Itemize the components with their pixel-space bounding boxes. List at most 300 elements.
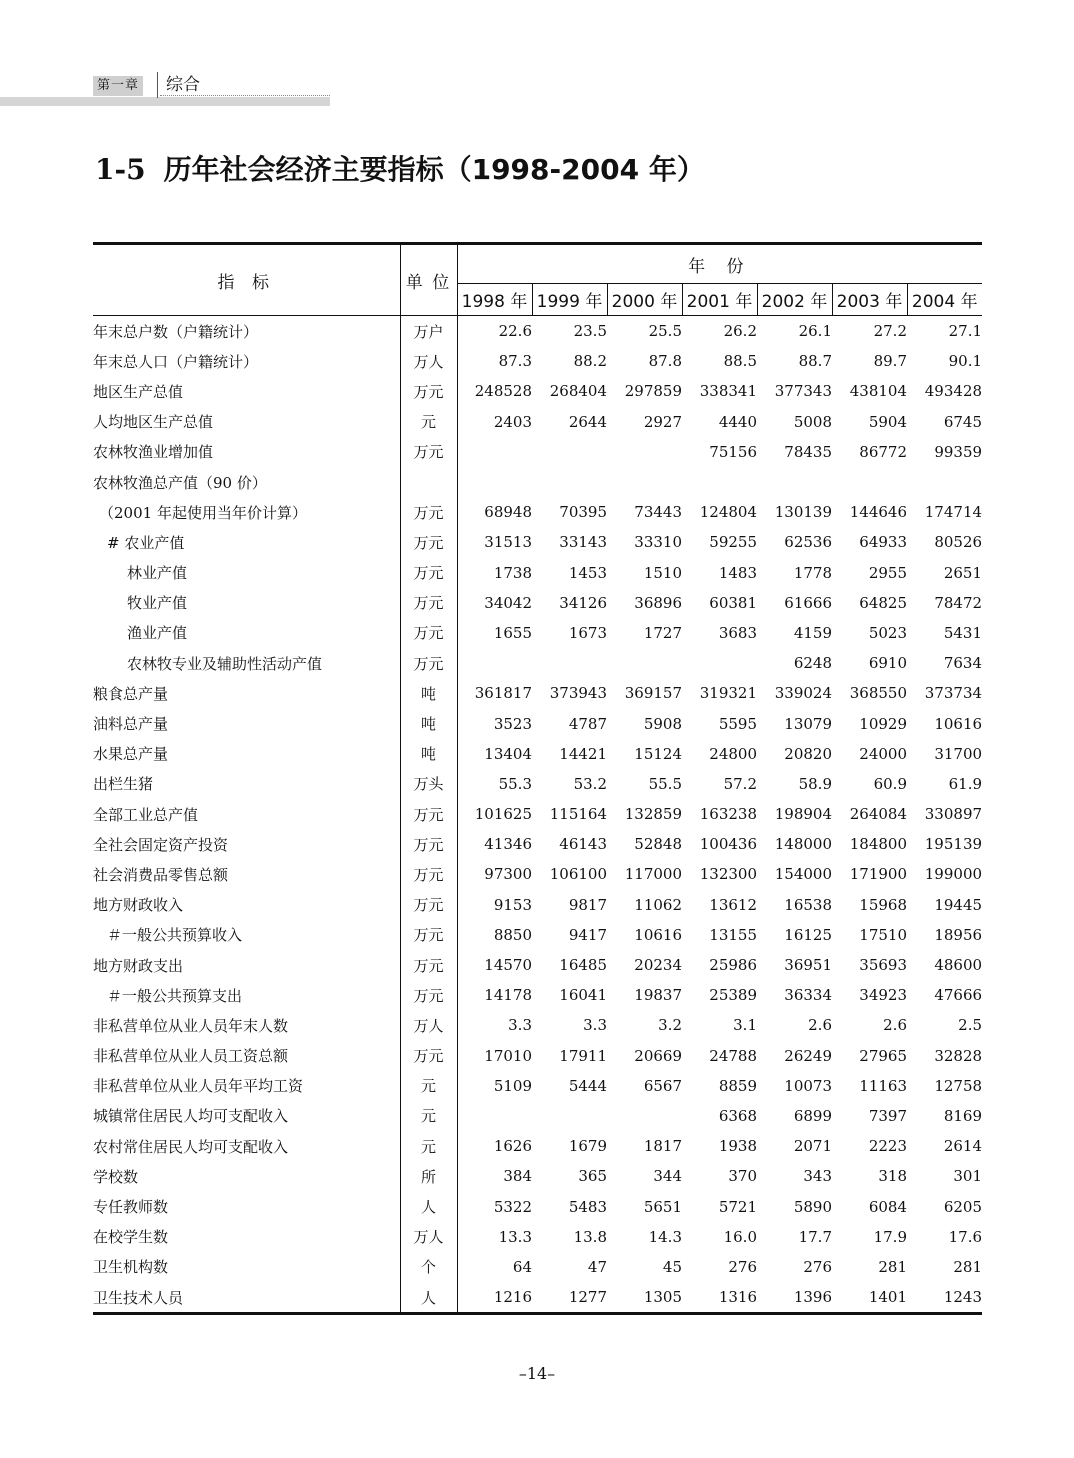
value-cell: 1626 bbox=[493, 1137, 532, 1156]
value-cell: 3683 bbox=[718, 623, 757, 642]
table-row bbox=[93, 558, 982, 588]
indicator-unit: 万元 bbox=[400, 437, 457, 467]
value-cell: 19445 bbox=[934, 895, 983, 914]
value-cell: 55.3 bbox=[498, 774, 532, 793]
indicator-unit: 万元 bbox=[400, 980, 457, 1010]
value-cell: 97300 bbox=[484, 865, 532, 884]
value-cell: 198904 bbox=[774, 805, 832, 824]
table-row bbox=[93, 950, 982, 980]
value-cell: 73443 bbox=[634, 503, 682, 522]
value-cell bbox=[532, 648, 607, 678]
value-cell: 34126 bbox=[559, 593, 607, 612]
value-cell: 154000 bbox=[774, 865, 832, 884]
value-cell: 3.2 bbox=[658, 1016, 682, 1035]
indicator-name: 渔业产值 bbox=[93, 618, 400, 648]
table-row bbox=[93, 376, 982, 406]
value-cell: 2644 bbox=[568, 412, 607, 431]
value-cell: 6745 bbox=[943, 412, 983, 431]
table-row bbox=[93, 437, 982, 467]
value-cell bbox=[532, 437, 607, 467]
indicator-name: 年末总户数（户籍统计） bbox=[93, 316, 400, 347]
table-row bbox=[93, 678, 982, 708]
value-cell: 4159 bbox=[793, 623, 832, 642]
table-row bbox=[93, 829, 982, 859]
indicator-unit: 人 bbox=[400, 1282, 457, 1314]
value-cell: 10616 bbox=[634, 925, 682, 944]
indicator-unit: 个 bbox=[400, 1252, 457, 1282]
value-cell: 78435 bbox=[784, 442, 832, 461]
indicator-name: 卫生机构数 bbox=[93, 1252, 400, 1282]
value-cell: 36951 bbox=[784, 956, 832, 975]
value-cell: 5908 bbox=[643, 714, 682, 733]
value-cell: 25986 bbox=[709, 956, 757, 975]
indicator-unit: 万元 bbox=[400, 588, 457, 618]
value-cell: 9153 bbox=[493, 895, 532, 914]
indicator-unit: 万头 bbox=[400, 769, 457, 799]
value-cell: 5904 bbox=[868, 412, 907, 431]
value-cell: 268404 bbox=[549, 382, 607, 401]
value-cell: 26.2 bbox=[723, 322, 757, 341]
value-cell: 5651 bbox=[643, 1197, 682, 1216]
value-cell: 5109 bbox=[493, 1076, 532, 1095]
value-cell: 27.1 bbox=[948, 322, 983, 341]
indicator-name: 年末总人口（户籍统计） bbox=[93, 346, 400, 376]
value-cell: 2071 bbox=[793, 1137, 832, 1156]
value-cell: 59255 bbox=[709, 533, 757, 552]
value-cell: 14570 bbox=[484, 956, 532, 975]
value-cell bbox=[607, 648, 682, 678]
header-indicator: 指 标 bbox=[93, 244, 400, 316]
value-cell: 24000 bbox=[859, 744, 907, 763]
value-cell: 115164 bbox=[549, 805, 607, 824]
value-cell: 47666 bbox=[934, 986, 983, 1005]
value-cell: 8859 bbox=[718, 1076, 757, 1095]
value-cell: 26.1 bbox=[798, 322, 832, 341]
value-cell: 99359 bbox=[934, 442, 983, 461]
header-year: 2002 年 bbox=[757, 284, 832, 316]
indicator-name: 学校数 bbox=[93, 1161, 400, 1191]
table-row bbox=[93, 497, 982, 527]
value-cell: 64 bbox=[512, 1257, 532, 1276]
value-cell: 318 bbox=[878, 1167, 907, 1186]
value-cell: 58.9 bbox=[798, 774, 832, 793]
value-cell: 132300 bbox=[699, 865, 757, 884]
value-cell: 6368 bbox=[718, 1106, 757, 1125]
indicator-name: 卫生技术人员 bbox=[93, 1282, 400, 1314]
chapter-badge: 第一章 bbox=[93, 76, 143, 96]
value-cell: 12758 bbox=[934, 1076, 983, 1095]
value-cell: 338341 bbox=[699, 382, 757, 401]
indicator-unit: 万人 bbox=[400, 346, 457, 376]
value-cell: 1679 bbox=[568, 1137, 607, 1156]
value-cell: 297859 bbox=[624, 382, 682, 401]
indicator-unit: 所 bbox=[400, 1161, 457, 1191]
indicator-name: 农林牧渔总产值（90 价） bbox=[93, 467, 400, 497]
table-row bbox=[93, 1191, 982, 1221]
value-cell: 17510 bbox=[859, 925, 907, 944]
table-row bbox=[93, 346, 982, 376]
value-cell: 13612 bbox=[709, 895, 757, 914]
indicator-name: 非私营单位从业人员工资总额 bbox=[93, 1041, 400, 1071]
value-cell bbox=[532, 467, 607, 497]
header-unit: 单 位 bbox=[400, 244, 457, 316]
value-cell: 17.9 bbox=[873, 1227, 907, 1246]
indicator-name: 人均地区生产总值 bbox=[93, 407, 400, 437]
value-cell: 373943 bbox=[549, 684, 607, 703]
value-cell: 36334 bbox=[784, 986, 832, 1005]
value-cell: 1216 bbox=[493, 1288, 532, 1307]
indicator-unit: 万元 bbox=[400, 950, 457, 980]
value-cell: 5595 bbox=[718, 714, 757, 733]
value-cell: 368550 bbox=[849, 684, 907, 703]
value-cell: 55.5 bbox=[648, 774, 682, 793]
indicator-unit: 万元 bbox=[400, 920, 457, 950]
value-cell: 64825 bbox=[859, 593, 907, 612]
table-row bbox=[93, 1071, 982, 1101]
value-cell: 13.8 bbox=[573, 1227, 607, 1246]
indicator-unit: 万户 bbox=[400, 316, 457, 347]
indicator-unit: 元 bbox=[400, 1101, 457, 1131]
value-cell: 5483 bbox=[568, 1197, 607, 1216]
value-cell bbox=[457, 467, 532, 497]
value-cell bbox=[457, 648, 532, 678]
table-row bbox=[93, 890, 982, 920]
value-cell: 57.2 bbox=[723, 774, 757, 793]
value-cell: 61666 bbox=[784, 593, 832, 612]
value-cell: 31513 bbox=[484, 533, 532, 552]
indicator-name: （2001 年起使用当年价计算） bbox=[93, 497, 400, 527]
value-cell: 1453 bbox=[568, 563, 607, 582]
value-cell: 6567 bbox=[643, 1076, 682, 1095]
value-cell: 276 bbox=[728, 1257, 757, 1276]
value-cell: 184800 bbox=[849, 835, 907, 854]
indicator-name: 农林牧专业及辅助性活动产值 bbox=[93, 648, 400, 678]
chapter-title: 综合 bbox=[166, 75, 200, 95]
indicator-unit: 人 bbox=[400, 1191, 457, 1221]
value-cell: 18956 bbox=[934, 925, 983, 944]
indicator-unit: 万元 bbox=[400, 558, 457, 588]
value-cell: 377343 bbox=[774, 382, 832, 401]
indicator-name: 油料总产量 bbox=[93, 708, 400, 738]
value-cell: 19837 bbox=[634, 986, 682, 1005]
value-cell: 64933 bbox=[859, 533, 907, 552]
value-cell: 3523 bbox=[493, 714, 532, 733]
indicator-unit: 万元 bbox=[400, 648, 457, 678]
value-cell: 148000 bbox=[774, 835, 832, 854]
table-row bbox=[93, 769, 982, 799]
table-row bbox=[93, 739, 982, 769]
value-cell: 6084 bbox=[868, 1197, 907, 1216]
value-cell: 1655 bbox=[493, 623, 532, 642]
indicator-name: 出栏生猪 bbox=[93, 769, 400, 799]
indicator-name: # 农业产值 bbox=[93, 527, 400, 557]
value-cell: 1396 bbox=[793, 1288, 832, 1307]
value-cell: 6910 bbox=[868, 654, 907, 673]
indicator-name: 城镇常住居民人均可支配收入 bbox=[93, 1101, 400, 1131]
table-row bbox=[93, 1161, 982, 1191]
value-cell: 344 bbox=[653, 1167, 682, 1186]
header-year: 2000 年 bbox=[607, 284, 682, 316]
value-cell bbox=[907, 467, 982, 497]
table-row bbox=[93, 1282, 982, 1314]
indicator-unit: 万元 bbox=[400, 376, 457, 406]
value-cell bbox=[457, 437, 532, 467]
value-cell: 80526 bbox=[934, 533, 983, 552]
value-cell: 2403 bbox=[493, 412, 532, 431]
value-cell: 5023 bbox=[868, 623, 907, 642]
value-cell: 373734 bbox=[924, 684, 983, 703]
value-cell: 11062 bbox=[634, 895, 682, 914]
value-cell: 6205 bbox=[943, 1197, 983, 1216]
indicator-name: 专任教师数 bbox=[93, 1191, 400, 1221]
value-cell: 1277 bbox=[568, 1288, 607, 1307]
value-cell bbox=[457, 1101, 532, 1131]
value-cell: 87.8 bbox=[648, 352, 682, 371]
value-cell: 10929 bbox=[859, 714, 907, 733]
value-cell: 62536 bbox=[784, 533, 832, 552]
table-row bbox=[93, 527, 982, 557]
value-cell: 1305 bbox=[643, 1288, 682, 1307]
value-cell: 171900 bbox=[849, 865, 907, 884]
value-cell: 17.6 bbox=[948, 1227, 983, 1246]
value-cell: 75156 bbox=[709, 442, 757, 461]
value-cell: 87.3 bbox=[498, 352, 532, 371]
table-row bbox=[93, 1252, 982, 1282]
value-cell: 493428 bbox=[924, 382, 983, 401]
indicator-table bbox=[93, 242, 982, 1315]
value-cell: 6899 bbox=[793, 1106, 832, 1125]
value-cell: 17010 bbox=[484, 1046, 532, 1065]
table-row bbox=[93, 1222, 982, 1252]
value-cell: 34923 bbox=[859, 986, 907, 1005]
value-cell: 86772 bbox=[859, 442, 907, 461]
indicator-name: 农林牧渔业增加值 bbox=[93, 437, 400, 467]
value-cell: 34042 bbox=[484, 593, 532, 612]
value-cell: 2.6 bbox=[808, 1016, 832, 1035]
table-row bbox=[93, 407, 982, 437]
value-cell: 70395 bbox=[559, 503, 607, 522]
value-cell: 5322 bbox=[493, 1197, 532, 1216]
value-cell: 27965 bbox=[859, 1046, 907, 1065]
value-cell: 1316 bbox=[718, 1288, 757, 1307]
indicator-unit: 吨 bbox=[400, 739, 457, 769]
value-cell: 1938 bbox=[718, 1137, 757, 1156]
value-cell: 20820 bbox=[784, 744, 832, 763]
indicator-name: ＃一般公共预算支出 bbox=[93, 980, 400, 1010]
value-cell: 1673 bbox=[568, 623, 607, 642]
value-cell: 35693 bbox=[859, 956, 907, 975]
value-cell: 10073 bbox=[784, 1076, 832, 1095]
value-cell: 14421 bbox=[559, 744, 607, 763]
value-cell: 46143 bbox=[559, 835, 607, 854]
value-cell: 8850 bbox=[493, 925, 532, 944]
value-cell: 9417 bbox=[568, 925, 607, 944]
value-cell: 281 bbox=[953, 1257, 983, 1276]
value-cell: 117000 bbox=[624, 865, 682, 884]
value-cell: 27.2 bbox=[873, 322, 907, 341]
value-cell: 14178 bbox=[484, 986, 532, 1005]
value-cell: 276 bbox=[803, 1257, 832, 1276]
value-cell: 31700 bbox=[934, 744, 983, 763]
table-title: 历年社会经济主要指标（1998-2004 年） bbox=[163, 153, 705, 186]
value-cell: 32828 bbox=[934, 1046, 983, 1065]
table-row bbox=[93, 920, 982, 950]
value-cell: 5444 bbox=[568, 1076, 607, 1095]
table-row bbox=[93, 1131, 982, 1161]
header-year-group: 年 份 bbox=[457, 244, 982, 284]
header-band bbox=[0, 97, 330, 106]
chapter-separator bbox=[157, 72, 158, 98]
value-cell: 2.5 bbox=[958, 1016, 983, 1035]
value-cell: 16041 bbox=[559, 986, 607, 1005]
indicator-unit: 万人 bbox=[400, 1010, 457, 1040]
value-cell: 5431 bbox=[943, 623, 983, 642]
value-cell: 144646 bbox=[849, 503, 907, 522]
indicator-unit: 元 bbox=[400, 1071, 457, 1101]
value-cell: 52848 bbox=[634, 835, 682, 854]
value-cell: 2955 bbox=[868, 563, 907, 582]
indicator-name: 地区生产总值 bbox=[93, 376, 400, 406]
page-title bbox=[95, 148, 705, 192]
value-cell: 343 bbox=[803, 1167, 832, 1186]
value-cell bbox=[757, 467, 832, 497]
indicator-name: 农村常住居民人均可支配收入 bbox=[93, 1131, 400, 1161]
value-cell: 319321 bbox=[699, 684, 757, 703]
value-cell: 1483 bbox=[718, 563, 757, 582]
value-cell: 384 bbox=[503, 1167, 532, 1186]
value-cell: 301 bbox=[953, 1167, 983, 1186]
value-cell: 25.5 bbox=[648, 322, 682, 341]
header-year: 2004 年 bbox=[907, 284, 982, 316]
value-cell: 13079 bbox=[784, 714, 832, 733]
value-cell: 365 bbox=[578, 1167, 607, 1186]
indicator-unit: 万元 bbox=[400, 829, 457, 859]
value-cell: 264084 bbox=[849, 805, 907, 824]
value-cell: 361817 bbox=[474, 684, 532, 703]
value-cell: 130139 bbox=[774, 503, 832, 522]
value-cell: 89.7 bbox=[873, 352, 907, 371]
table-row bbox=[93, 1101, 982, 1131]
value-cell: 60381 bbox=[709, 593, 757, 612]
value-cell: 3.3 bbox=[583, 1016, 607, 1035]
table-row bbox=[93, 980, 982, 1010]
value-cell: 106100 bbox=[549, 865, 607, 884]
table-row bbox=[93, 799, 982, 829]
value-cell bbox=[832, 467, 907, 497]
value-cell bbox=[532, 1101, 607, 1131]
value-cell: 15124 bbox=[634, 744, 682, 763]
value-cell: 163238 bbox=[699, 805, 757, 824]
value-cell: 101625 bbox=[474, 805, 532, 824]
value-cell: 100436 bbox=[699, 835, 757, 854]
value-cell: 22.6 bbox=[498, 322, 532, 341]
indicator-name: 全社会固定资产投资 bbox=[93, 829, 400, 859]
value-cell: 339024 bbox=[774, 684, 832, 703]
value-cell bbox=[682, 467, 757, 497]
indicator-unit: 万人 bbox=[400, 1222, 457, 1252]
indicator-unit: 万元 bbox=[400, 1041, 457, 1071]
value-cell: 88.2 bbox=[573, 352, 607, 371]
value-cell: 124804 bbox=[699, 503, 757, 522]
page-number: –14– bbox=[518, 1364, 556, 1383]
value-cell: 33310 bbox=[634, 533, 682, 552]
indicator-unit: 元 bbox=[400, 407, 457, 437]
value-cell: 53.2 bbox=[573, 774, 607, 793]
value-cell: 13404 bbox=[484, 744, 532, 763]
value-cell: 25389 bbox=[709, 986, 757, 1005]
value-cell: 132859 bbox=[624, 805, 682, 824]
value-cell: 88.7 bbox=[798, 352, 832, 371]
indicator-name: 地方财政收入 bbox=[93, 890, 400, 920]
value-cell: 11163 bbox=[859, 1076, 907, 1095]
value-cell: 2927 bbox=[643, 412, 682, 431]
table-row bbox=[93, 859, 982, 889]
table-row bbox=[93, 618, 982, 648]
value-cell: 5890 bbox=[793, 1197, 832, 1216]
value-cell: 60.9 bbox=[873, 774, 907, 793]
value-cell: 36896 bbox=[634, 593, 682, 612]
table-row bbox=[93, 588, 982, 618]
value-cell bbox=[607, 467, 682, 497]
value-cell: 6248 bbox=[793, 654, 832, 673]
value-cell: 2651 bbox=[943, 563, 983, 582]
value-cell: 174714 bbox=[924, 503, 983, 522]
table-row bbox=[93, 708, 982, 738]
header-year: 2003 年 bbox=[832, 284, 907, 316]
value-cell: 16538 bbox=[784, 895, 832, 914]
value-cell: 26249 bbox=[784, 1046, 832, 1065]
value-cell: 13.3 bbox=[498, 1227, 532, 1246]
value-cell: 1817 bbox=[643, 1137, 682, 1156]
value-cell: 47 bbox=[587, 1257, 607, 1276]
value-cell: 20234 bbox=[634, 956, 682, 975]
indicator-unit: 万元 bbox=[400, 527, 457, 557]
value-cell: 330897 bbox=[924, 805, 983, 824]
value-cell: 61.9 bbox=[948, 774, 983, 793]
value-cell: 5008 bbox=[793, 412, 832, 431]
value-cell: 24788 bbox=[709, 1046, 757, 1065]
value-cell: 88.5 bbox=[723, 352, 757, 371]
value-cell: 369157 bbox=[624, 684, 682, 703]
value-cell: 17911 bbox=[559, 1046, 607, 1065]
value-cell bbox=[682, 648, 757, 678]
indicator-unit: 吨 bbox=[400, 708, 457, 738]
value-cell: 14.3 bbox=[648, 1227, 682, 1246]
value-cell: 16485 bbox=[559, 956, 607, 975]
indicator-unit: 万元 bbox=[400, 618, 457, 648]
indicator-name: 社会消费品零售总额 bbox=[93, 859, 400, 889]
indicator-unit: 元 bbox=[400, 1131, 457, 1161]
value-cell: 1778 bbox=[793, 563, 832, 582]
value-cell: 45 bbox=[662, 1257, 682, 1276]
value-cell: 7397 bbox=[868, 1106, 907, 1125]
value-cell: 199000 bbox=[924, 865, 983, 884]
value-cell: 13155 bbox=[709, 925, 757, 944]
value-cell: 33143 bbox=[559, 533, 607, 552]
value-cell: 15968 bbox=[859, 895, 907, 914]
value-cell: 2614 bbox=[943, 1137, 983, 1156]
header-year: 1999 年 bbox=[532, 284, 607, 316]
value-cell: 16.0 bbox=[723, 1227, 757, 1246]
value-cell: 10616 bbox=[934, 714, 983, 733]
value-cell: 2223 bbox=[868, 1137, 907, 1156]
table-number: 1-5 bbox=[95, 153, 146, 186]
header-year: 1998 年 bbox=[457, 284, 532, 316]
table-row bbox=[93, 1010, 982, 1040]
value-cell: 1510 bbox=[643, 563, 682, 582]
value-cell: 68948 bbox=[484, 503, 532, 522]
value-cell: 1243 bbox=[943, 1288, 983, 1307]
